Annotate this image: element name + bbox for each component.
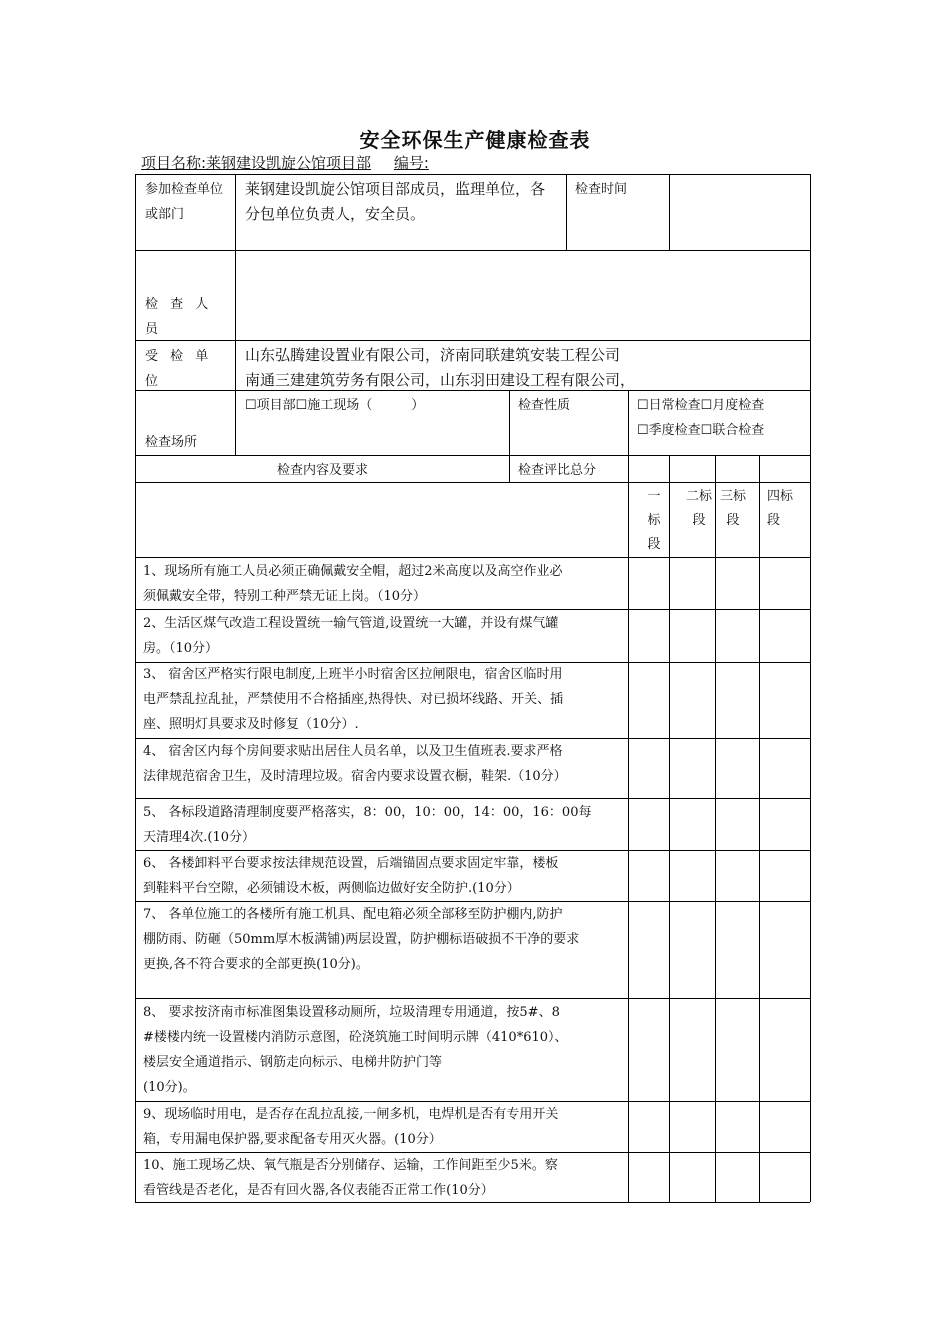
project-line <box>141 152 429 173</box>
check-item-6 <box>136 851 628 901</box>
item-line: 天清理4次.(10分） <box>143 830 256 845</box>
inspector-label <box>138 290 234 340</box>
item-line: 房。（10分） <box>143 641 219 656</box>
check-item-4 <box>136 739 628 798</box>
item-line: #楼楼内统一设置楼内消防示意图，砼浇筑施工时间明示牌（410*610）、 <box>143 1030 568 1045</box>
nature-label: 检查性质 <box>518 398 571 413</box>
item-line: 楼层安全通道指示、钢筋走向标示、电梯井防护门等 <box>143 1055 443 1070</box>
place-options[interactable]: ☐项目部☐施工现场（ ） <box>245 398 425 413</box>
check-item-8 <box>136 1000 628 1101</box>
inspected-label-text: 受 检 单 位 <box>145 349 213 389</box>
content-header: 检查内容及要求 <box>276 463 368 478</box>
item-line: 到鞋料平台空隙，必须铺设木板，两侧临边做好安全防护.(10分） <box>143 881 520 896</box>
item-line: 3、 宿舍区严格实行限电制度,上班半小时宿舍区拉闸限电，宿舍区临时用 <box>143 667 563 682</box>
nature-line-1: ☐日常检查☐月度检查 <box>637 398 765 413</box>
item-line: 5、 各标段道路清理制度要严格落实，8：00，10：00，14：00，16：00每 <box>143 805 592 820</box>
item-line: 电严禁乱拉乱扯，严禁使用不合格插座,热得快、对已损坏线路、开关、插 <box>143 692 564 707</box>
inspected-label <box>138 342 234 390</box>
check-time-field[interactable] <box>671 175 809 249</box>
check-item-10 <box>136 1153 628 1202</box>
check-item-5 <box>136 800 628 850</box>
section-3-header: 三标段 <box>720 489 747 528</box>
place-label: 检查场所 <box>145 435 198 450</box>
check-time-label: 检查时间 <box>575 182 628 197</box>
check-item-2 <box>136 611 628 662</box>
inspected-line-2: 南通三建建筑劳务有限公司，山东羽田建设工程有限公司， <box>245 371 636 389</box>
check-item-7 <box>136 902 628 998</box>
item-line: 9、现场临时用电，是否存在乱拉乱接,一闸多机，电焊机是否有专用开关 <box>143 1107 559 1122</box>
item-line: 1、现场所有施工人员必须正确佩戴安全帽，超过2米高度以及高空作业必 <box>143 564 563 579</box>
score-header: 检查评比总分 <box>518 463 597 478</box>
participating-label: 参加检查单位或部门 <box>145 182 224 222</box>
item-line: 法律规范宿舍卫生，及时清理垃圾。宿舍内要求设置衣橱，鞋架.（10分） <box>143 769 567 784</box>
inspector-signature-field[interactable] <box>238 251 809 339</box>
code-label: 编号: <box>393 154 429 172</box>
item-line: 更换,各不符合要求的全部更换(10分)。 <box>143 957 369 972</box>
item-line: 看管线是否老化，是否有回火器,各仪表能否正常工作(10分） <box>143 1183 494 1198</box>
item-line: (10分)。 <box>143 1080 196 1095</box>
item-line: 10、施工现场乙炔、氧气瓶是否分别储存、运输，工作间距至少5米。察 <box>143 1158 558 1173</box>
inspected-line-1: 山东弘腾建设置业有限公司，济南同联建筑安装工程公司 <box>245 346 621 364</box>
item-line: 6、 各楼卸料平台要求按法律规范设置，后端锚固点要求固定牢靠，楼板 <box>143 856 559 871</box>
item-line: 2、生活区煤气改造工程设置统一输气管道,设置统一大罐，并设有煤气罐 <box>143 616 559 631</box>
participating-value: 莱钢建设凯旋公馆项目部成员，监理单位，各分包单位负责人，安全员。 <box>245 180 546 223</box>
check-item-9 <box>136 1102 628 1152</box>
item-line: 棚防雨、防砸（50mm厚木板满铺)两层设置，防护棚标语破损不干净的要求 <box>143 932 580 947</box>
item-line: 座、照明灯具要求及时修复（10分）. <box>143 717 359 732</box>
item-line: 8、 要求按济南市标准图集设置移动厕所，垃圾清理专用通道，按5#、8 <box>143 1005 560 1020</box>
section-4-header: 四标段 <box>767 489 794 528</box>
section-2-header: 二标段 <box>685 489 712 528</box>
form-title: 安全环保生产健康检查表 <box>359 128 591 152</box>
item-line: 7、 各单位施工的各楼所有施工机具、配电箱必须全部移至防护棚内,防护 <box>143 907 563 922</box>
check-item-1 <box>136 559 628 609</box>
inspected-units <box>238 341 809 389</box>
item-line: 4、 宿舍区内每个房间要求贴出居住人员名单，以及卫生值班表.要求严格 <box>143 744 563 759</box>
item-line: 须佩戴安全带，特别工种严禁无证上岗。（10分） <box>143 589 427 604</box>
nature-line-2: ☐季度检查☐联合检查 <box>637 423 765 438</box>
nature-options[interactable] <box>630 391 810 454</box>
inspector-label-text: 检 查 人 员 <box>145 297 213 337</box>
section-1-header: 一标段 <box>647 489 661 552</box>
check-item-3 <box>136 662 628 738</box>
project-name: 项目名称:莱钢建设凯旋公馆项目部 <box>141 154 372 172</box>
item-line: 箱，专用漏电保护器,要求配备专用灭火器。(10分） <box>143 1132 442 1147</box>
